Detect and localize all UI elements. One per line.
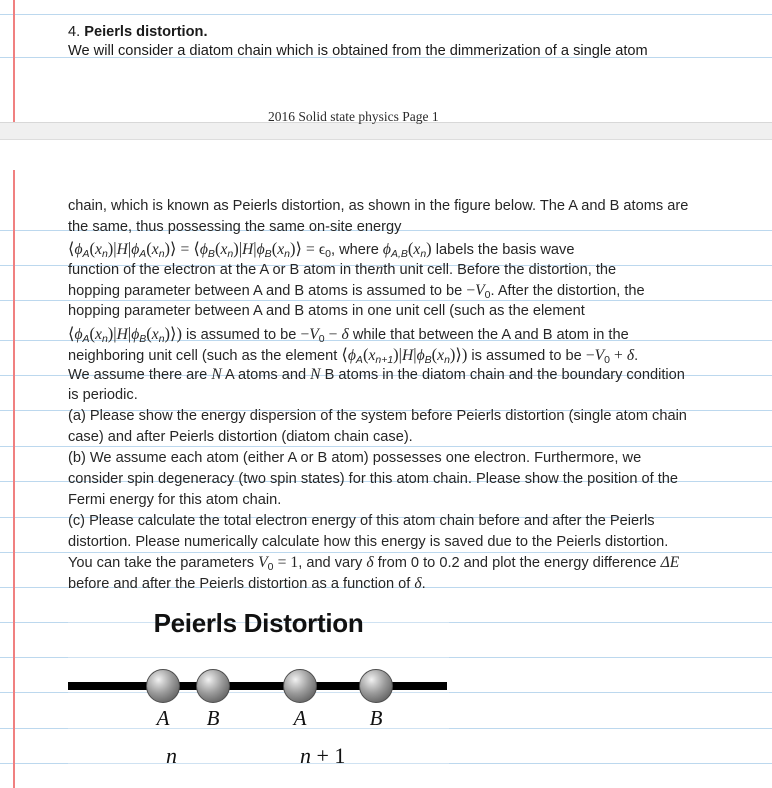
rule-line (0, 14, 772, 15)
phi-symbol: ϕ (131, 241, 140, 258)
body-text: case) and after Peierls distortion (diatom chain case). (68, 429, 413, 445)
body-text: th unit cell. Before the distortion, the (383, 262, 617, 278)
x-subscript-n: n (101, 332, 108, 345)
heading-subline: We will consider a diatom chain which is obtained from the dimmerization of a single atom (68, 43, 648, 59)
bar-glyph: | (253, 239, 257, 258)
delta-symbol: δ (341, 326, 349, 343)
hamiltonian-symbol: H (242, 241, 254, 258)
rule-line (0, 552, 772, 553)
x-subscript-n: n (227, 247, 234, 260)
body-text: (b) We assume each atom (either A or B atom) possesses one electron. Furthermore, we (68, 450, 642, 466)
rule-line (0, 446, 772, 447)
phi-subscript-a: A (82, 247, 90, 260)
atom-label-a2: A (293, 706, 307, 730)
x-subscript-n: n (420, 247, 427, 260)
bar-glyph: | (127, 324, 132, 343)
phi-symbol: ϕ (74, 241, 83, 258)
x-symbol: x (437, 347, 445, 364)
hamiltonian-symbol: H (401, 347, 414, 364)
lparen: ( (89, 239, 96, 258)
atom-label-a1: A (156, 706, 170, 730)
hamiltonian-symbol: H (116, 326, 128, 343)
question-a-line (68, 429, 413, 445)
bra-glyph: ⟨ (341, 345, 348, 364)
cell-index-suffix: + 1 (311, 743, 346, 768)
rparen: ) (393, 345, 399, 364)
body-text: distortion. Please numerically calculate how this energy is saved due to the Peierls distortion. (68, 534, 669, 550)
figure-rule-line (68, 657, 449, 658)
v0-subscript: 0 (484, 288, 491, 301)
v0-value: 1 (290, 554, 299, 571)
question-b-line (68, 492, 281, 508)
body-text: from 0 to 0.2 and plot the energy difference (377, 555, 657, 571)
unit-cell-label-n (166, 743, 177, 769)
rparen: ) (461, 345, 468, 364)
body-text: neighboring unit cell (such as the element (68, 348, 338, 364)
body-text: hopping parameter between A and B atoms in one unit cell (such as the element (68, 303, 585, 319)
body-text: . After the distortion, the (490, 283, 645, 299)
rparen: ) (176, 324, 182, 343)
peierls-distortion-figure (68, 598, 449, 788)
N-symbol: N (310, 366, 321, 383)
equation-line-hopping-intercell (68, 345, 638, 366)
phi-subscript-a: A (355, 353, 363, 366)
phi-subscript-a: A (82, 332, 90, 345)
question-c-line (68, 534, 668, 550)
epsilon-symbol: ϵ (318, 241, 326, 258)
body-text: (c) Please calculate the total electron energy of this atom chain before and after the Peierls (68, 513, 655, 529)
x-subscript-n: n (101, 247, 108, 260)
question-a-line (68, 408, 687, 424)
x-subscript-n: n (158, 247, 165, 260)
equation-line-hopping-intracell (68, 324, 629, 345)
n-symbol: n (375, 261, 384, 278)
equals-sign: = (305, 241, 315, 258)
body-text: , where (330, 242, 379, 258)
atom-sphere-a1 (146, 669, 180, 703)
margin-line-top (13, 0, 15, 122)
v0-subscript: 0 (318, 332, 325, 345)
bar-glyph: | (127, 239, 132, 258)
lparen: ( (271, 239, 278, 258)
x-subscript-n: n (284, 247, 290, 260)
margin-line-main (13, 170, 15, 788)
body-text: , and vary (298, 555, 363, 571)
body-text: before and after the Peierls distortion as a function of (68, 576, 411, 592)
body-line (68, 261, 616, 279)
question-b-line (68, 450, 641, 466)
x-symbol: x (413, 241, 421, 258)
minus-sign: − (300, 326, 310, 343)
equals-sign: = (277, 554, 287, 571)
x-symbol: x (151, 326, 159, 343)
ket-glyph: ⟩ (455, 345, 462, 364)
ket-glyph: ⟩ (170, 239, 177, 258)
phi-subscript-b: B (424, 353, 432, 366)
body-text: is periodic. (68, 387, 138, 403)
minus-sign: − (585, 347, 595, 364)
lparen: ( (362, 345, 369, 364)
atom-sphere-b1 (196, 669, 230, 703)
rparen: ) (233, 239, 239, 258)
plus-sign: + (614, 347, 623, 364)
epsilon-subscript: 0 (325, 247, 331, 260)
cell-index-n: n (300, 743, 311, 768)
rparen: ) (107, 239, 114, 258)
atom-sphere-a2 (283, 669, 317, 703)
ket-glyph: ⟩ (295, 239, 302, 258)
question-c-line (68, 575, 426, 593)
minus-sign: − (466, 282, 476, 299)
delta-symbol: δ (626, 347, 635, 364)
body-text: function of the electron at the A or B atom in the (68, 262, 376, 278)
phi-subscript-a: A (139, 247, 147, 260)
delta-symbol: δ (366, 554, 374, 571)
x-symbol: x (95, 326, 102, 343)
question-c-line (68, 554, 679, 573)
rparen: ) (449, 345, 456, 364)
x-symbol: x (368, 347, 376, 364)
figure-rule-line (68, 763, 449, 764)
body-text: We assume there are (68, 367, 208, 383)
cell-index-n: n (166, 743, 177, 768)
body-text: labels the basis wave (435, 242, 575, 258)
ket-glyph: ⟩ (170, 324, 177, 343)
x-symbol: x (220, 241, 228, 258)
body-text: chain, which is known as Peierls distortion, as shown in the figure below. The A and B atoms are (68, 198, 689, 214)
body-line (68, 366, 685, 384)
phi-symbol: ϕ (416, 347, 425, 364)
phi-symbol: ϕ (74, 326, 83, 343)
bar-glyph: | (398, 345, 402, 364)
body-line (68, 387, 138, 403)
phi-symbol: ϕ (131, 326, 140, 343)
body-line (68, 303, 585, 319)
phi-subscript-b: B (207, 247, 215, 260)
phi-symbol: ϕ (256, 241, 265, 258)
lparen: ( (214, 239, 221, 258)
lparen: ( (431, 345, 438, 364)
body-text: the same, thus possessing the same on-site energy (68, 219, 402, 235)
figure-title: Peierls Distortion (153, 608, 364, 638)
bar-glyph: | (113, 239, 117, 258)
bra-glyph: ⟨ (68, 239, 75, 258)
rparen: ) (164, 324, 171, 343)
question-c-line (68, 513, 655, 529)
heading-number: 4. (68, 24, 81, 40)
bra-glyph: ⟨ (68, 324, 75, 343)
v0-subscript: 0 (604, 353, 610, 366)
x-symbol: x (151, 241, 159, 258)
x-symbol: x (277, 241, 285, 258)
atom-label-b1: B (206, 706, 220, 730)
rparen: ) (426, 239, 432, 258)
bra-glyph: ⟨ (193, 239, 200, 258)
atom-label-b2: B (369, 706, 383, 730)
body-text: is assumed to be (471, 348, 582, 364)
body-line (68, 198, 688, 214)
body-text: (a) Please show the energy dispersion of the system before Peierls distortion (single atom chain (68, 408, 687, 424)
lparen: ( (89, 324, 96, 343)
hamiltonian-symbol: H (116, 241, 128, 258)
equals-sign: = (180, 241, 190, 258)
phi-symbol: ϕ (199, 241, 208, 258)
body-line (68, 282, 645, 301)
phi-subscript-b: B (264, 247, 272, 260)
body-text: You can take the parameters (68, 555, 255, 571)
atom-sphere-b2 (359, 669, 393, 703)
body-text: while that between the A and B atom in the (352, 327, 629, 343)
phi-symbol: ϕ (382, 241, 391, 258)
unit-cell-label-n-plus-1 (300, 743, 345, 769)
body-line (68, 219, 401, 235)
delta-E-symbol: ΔE (660, 554, 680, 571)
body-text: hopping parameter between A and B atoms is assumed to be (68, 283, 463, 299)
bar-glyph: | (413, 345, 417, 364)
rparen: ) (289, 239, 296, 258)
N-symbol: N (211, 366, 222, 383)
v0-symbol: V (594, 347, 605, 364)
x-subscript-n: n (158, 332, 165, 345)
x-subscript-n-plus-1: n+1 (375, 353, 394, 366)
body-text: . (421, 576, 426, 592)
rparen: ) (107, 324, 114, 343)
bar-glyph: | (113, 324, 117, 343)
lparen: ( (407, 239, 414, 258)
v0-subscript: 0 (267, 560, 274, 573)
delta-symbol: δ (414, 575, 422, 592)
heading-title: Peierls distortion. (84, 24, 208, 40)
rparen: ) (164, 239, 171, 258)
question-b-line (68, 471, 678, 487)
minus-sign: − (328, 326, 338, 343)
v0-symbol: V (258, 554, 268, 571)
body-text: is assumed to be (186, 327, 297, 343)
body-text: consider spin degeneracy (two spin states) for this atom chain. Please show the position of the (68, 471, 679, 487)
phi-symbol: ϕ (347, 347, 356, 364)
body-text: A atoms and (224, 367, 307, 383)
x-symbol: x (95, 241, 102, 258)
body-text: B atoms in the diatom chain and the boundary condition (324, 367, 685, 383)
v0-symbol: V (475, 282, 485, 299)
lparen: ( (146, 324, 152, 343)
lparen: ( (146, 239, 152, 258)
period: . (634, 348, 639, 364)
phi-subscript-ab: A,B (390, 247, 408, 260)
equation-line-onsite-energy (68, 239, 574, 260)
page-footer: 2016 Solid state physics Page 1 (268, 109, 439, 124)
v0-symbol: V (309, 326, 319, 343)
x-subscript-n: n (444, 353, 450, 366)
body-text: Fermi energy for this atom chain. (68, 492, 282, 508)
bar-glyph: | (238, 239, 243, 258)
phi-subscript-b: B (139, 332, 147, 345)
